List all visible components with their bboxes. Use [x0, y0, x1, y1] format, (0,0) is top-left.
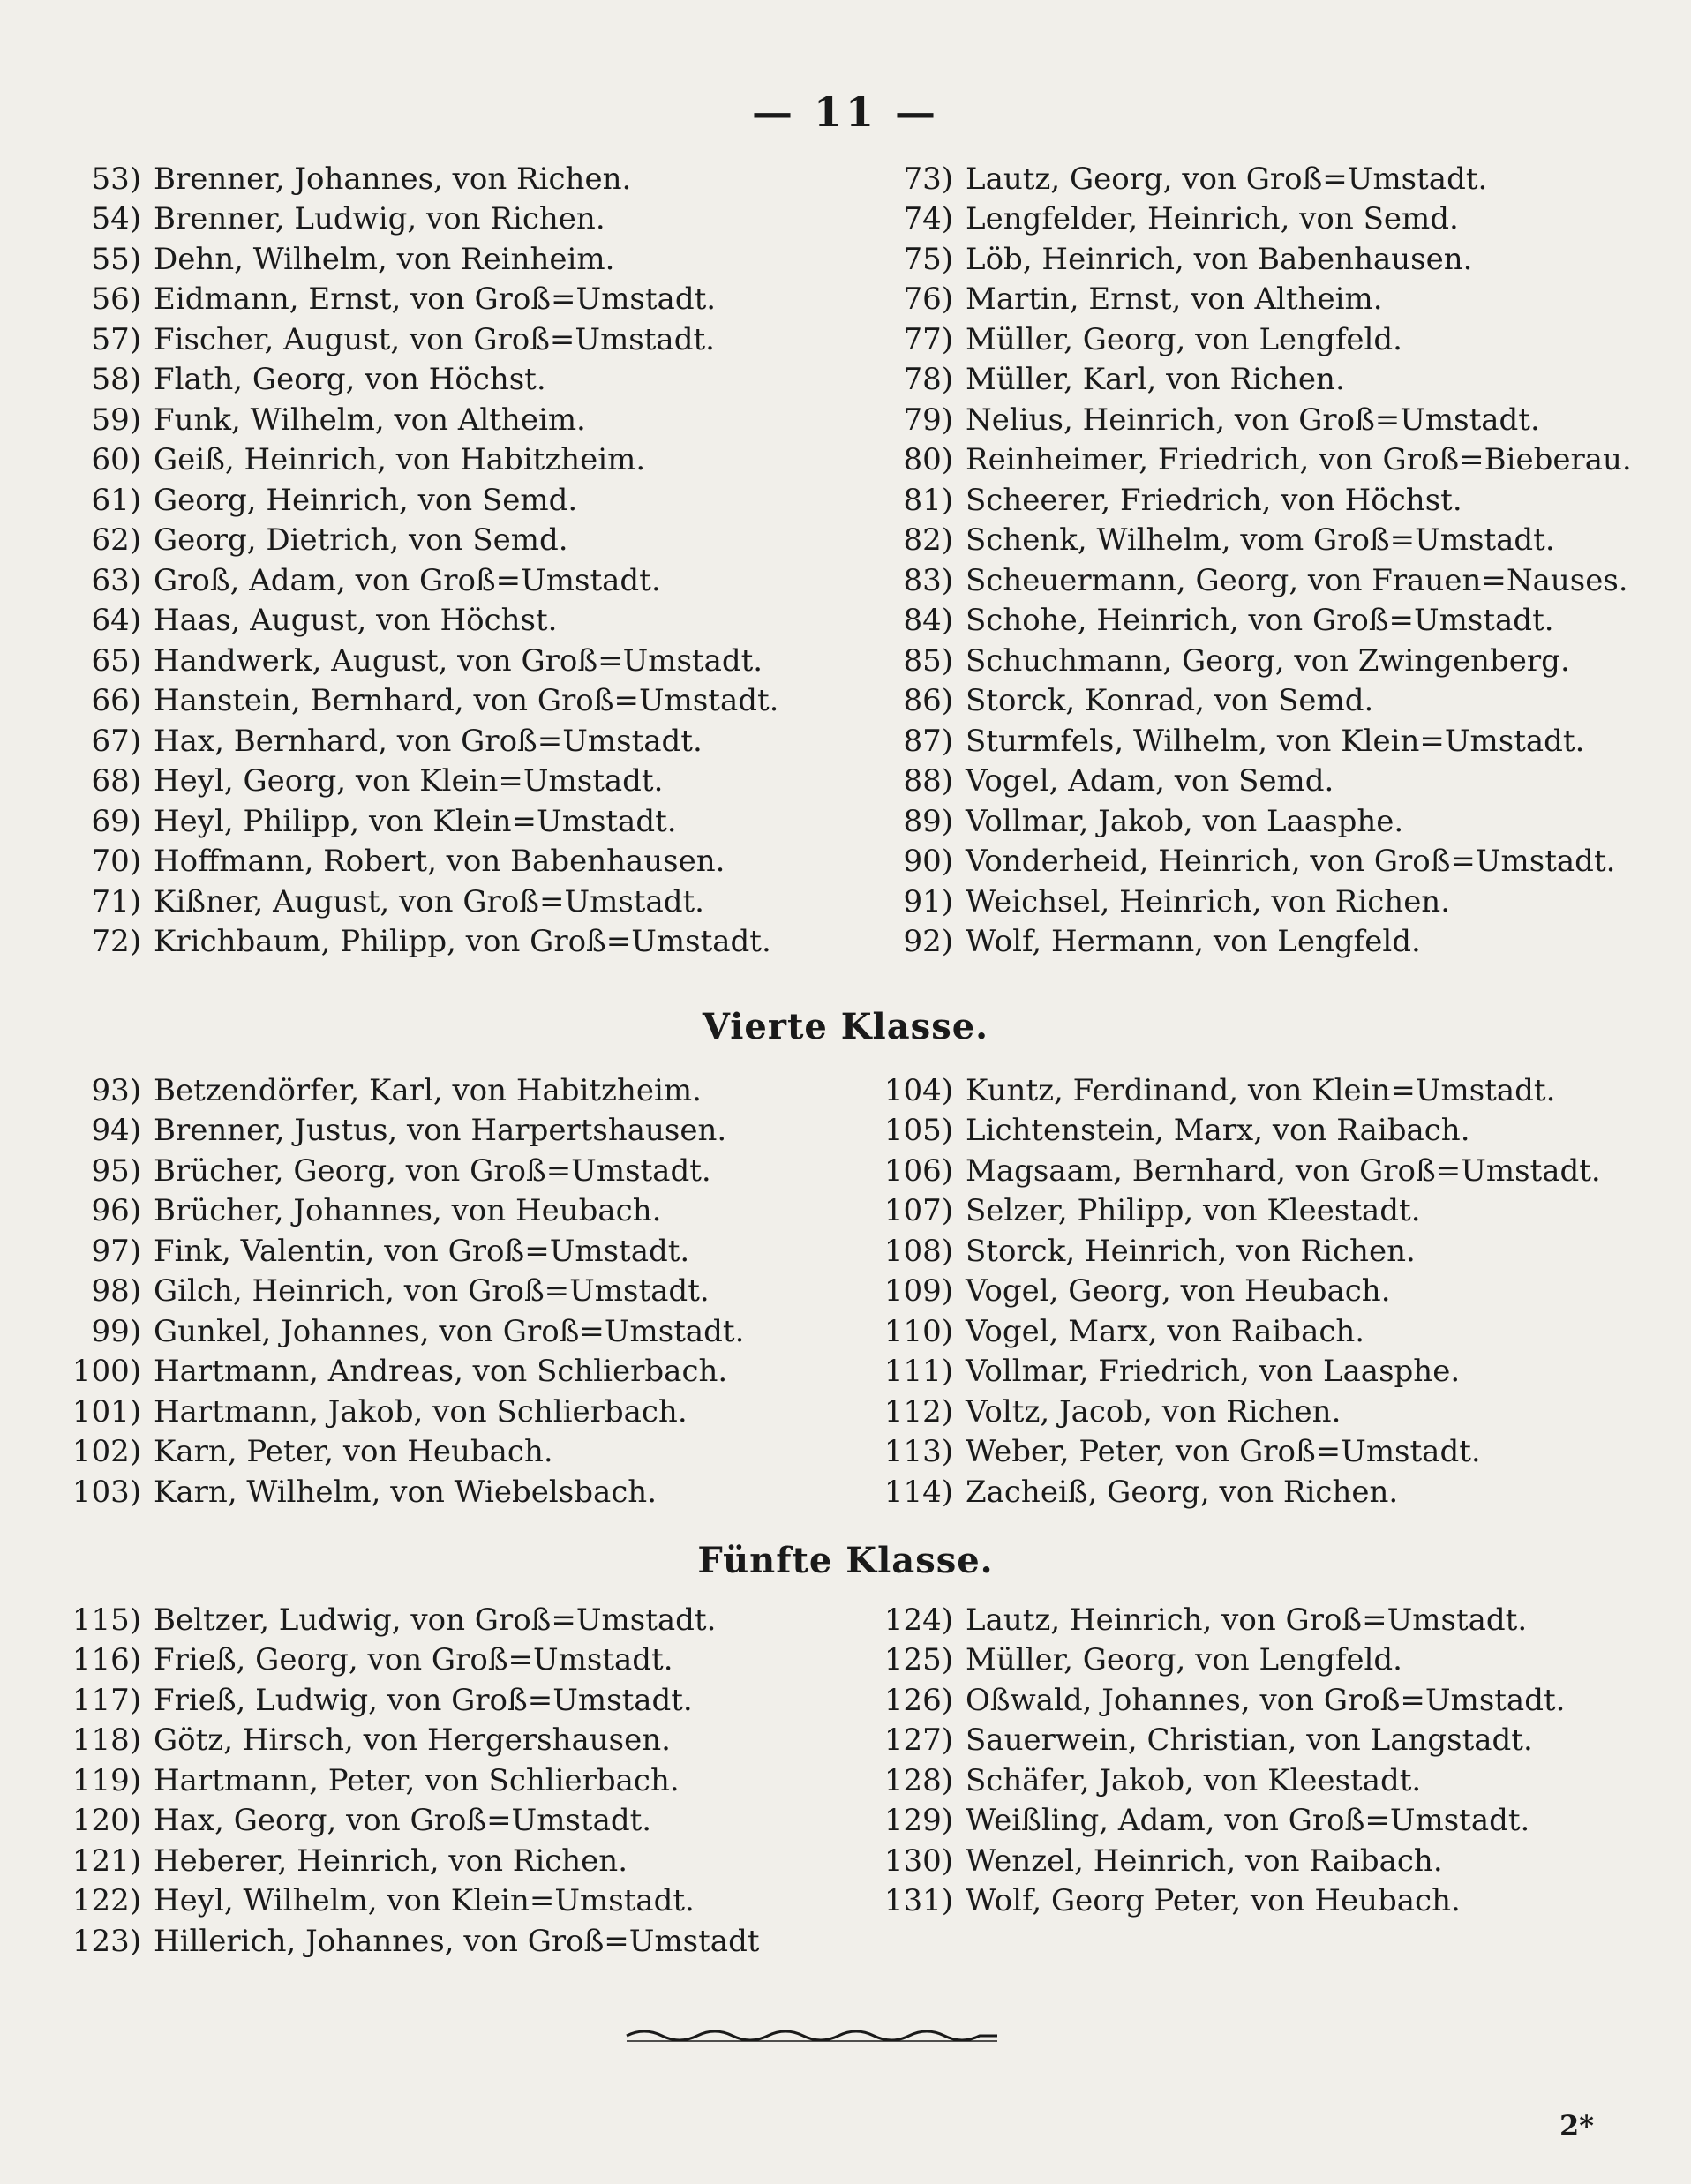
list-item [865, 1881, 1642, 1922]
entry-name: Schenk, Wilhelm, vom Groß=Umstadt. [966, 522, 1555, 559]
entry-number: 111) [883, 1354, 953, 1390]
list-item [865, 1600, 1642, 1640]
entry-name: Müller, Karl, von Richen. [966, 362, 1345, 398]
entry-name: Lautz, Georg, von Groß=Umstadt. [966, 161, 1488, 197]
entry-number: 106) [883, 1152, 953, 1189]
entry-number: 119) [71, 1762, 141, 1798]
entry-number: 123) [71, 1923, 141, 1959]
list-item [865, 159, 1642, 199]
list-item [53, 280, 830, 320]
entry-name: Sauerwein, Christian, von Langstadt. [966, 1722, 1533, 1759]
entry-name: Vollmar, Friedrich, von Laasphe. [966, 1354, 1461, 1390]
entry-number: 68) [91, 763, 141, 799]
entry-name: Georg, Heinrich, von Semd. [154, 482, 578, 518]
entry-name: Voltz, Jacob, von Richen. [966, 1393, 1342, 1430]
entry-number: 126) [883, 1682, 953, 1718]
entry-number: 104) [883, 1072, 953, 1108]
list-item [865, 922, 1642, 963]
entry-number: 73) [903, 161, 953, 197]
entry-name: Schäfer, Jakob, von Kleestadt. [966, 1762, 1422, 1798]
entry-number: 124) [883, 1602, 953, 1638]
entry-name: Vogel, Marx, von Raibach. [966, 1313, 1365, 1349]
list-item [865, 1191, 1642, 1232]
list-item [865, 1151, 1642, 1191]
entry-number: 127) [883, 1722, 953, 1759]
entry-number: 100) [71, 1354, 141, 1390]
entry-name: Gunkel, Johannes, von Groß=Umstadt. [154, 1313, 745, 1349]
entry-name: Fink, Valentin, von Groß=Umstadt. [154, 1233, 690, 1269]
list-item [865, 1111, 1642, 1152]
entry-name: Wenzel, Heinrich, von Raibach. [966, 1843, 1443, 1879]
entry-name: Selzer, Philipp, von Kleestadt. [966, 1193, 1421, 1229]
entry-number: 87) [903, 723, 953, 759]
list-item [53, 400, 830, 440]
entry-name: Reinheimer, Friedrich, von Groß=Bieberau. [966, 442, 1632, 478]
entry-name: Götz, Hirsch, von Hergershausen. [154, 1722, 671, 1759]
entry-number: 55) [91, 241, 141, 277]
entry-number: 113) [883, 1434, 953, 1470]
entry-name: Hartmann, Andreas, von Schlierbach. [154, 1354, 728, 1390]
list-item [53, 641, 830, 681]
entry-number: 85) [903, 642, 953, 679]
entry-number: 91) [903, 883, 953, 919]
list-item [865, 641, 1642, 681]
list-item [53, 1680, 830, 1721]
entry-number: 107) [883, 1193, 953, 1229]
entry-name: Kißner, August, von Groß=Umstadt. [154, 883, 704, 919]
list-item [53, 882, 830, 922]
entry-name: Lengfelder, Heinrich, von Semd. [966, 201, 1459, 237]
entry-number: 96) [91, 1193, 141, 1229]
entry-number: 54) [91, 201, 141, 237]
list-item [865, 521, 1642, 561]
left-column [53, 159, 830, 962]
list-item [53, 801, 830, 842]
list-item [865, 480, 1642, 521]
entry-number: 62) [91, 522, 141, 559]
list-item [865, 1352, 1642, 1392]
entry-number: 118) [71, 1722, 141, 1759]
list-item [865, 762, 1642, 802]
entry-name: Beltzer, Ludwig, von Groß=Umstadt. [154, 1602, 717, 1638]
entry-name: Geiß, Heinrich, von Habitzheim. [154, 442, 646, 478]
list-item [53, 1801, 830, 1842]
entry-number: 81) [903, 482, 953, 518]
list-item [53, 922, 830, 963]
entry-name: Wolf, Hermann, von Lengfeld. [966, 924, 1421, 960]
left-column [53, 1600, 830, 1962]
list-item [865, 1432, 1642, 1473]
entry-name: Schuchmann, Georg, von Zwingenberg. [966, 642, 1570, 679]
list-item [53, 480, 830, 521]
list-item [53, 1600, 830, 1640]
right-column [865, 1600, 1642, 1962]
list-item [53, 1070, 830, 1111]
entry-number: 94) [91, 1113, 141, 1149]
entry-number: 109) [883, 1273, 953, 1310]
entry-number: 67) [91, 723, 141, 759]
list-item [865, 1680, 1642, 1721]
entry-number: 57) [91, 321, 141, 357]
entry-name: Brücher, Georg, von Groß=Umstadt. [154, 1152, 711, 1189]
entry-number: 105) [883, 1113, 953, 1149]
heading-fuenfte-klasse: Fünfte Klasse. [697, 1540, 994, 1581]
section-vierte-klasse [53, 1070, 1642, 1512]
list-item [865, 1841, 1642, 1881]
entry-number: 59) [91, 402, 141, 438]
list-item [865, 721, 1642, 762]
list-item [53, 1841, 830, 1881]
list-item [53, 239, 830, 280]
entry-number: 60) [91, 442, 141, 478]
entry-name: Hartmann, Peter, von Schlierbach. [154, 1762, 680, 1798]
page-number: — 11 — [751, 88, 940, 136]
list-item [865, 1801, 1642, 1842]
entry-name: Hax, Bernhard, von Groß=Umstadt. [154, 723, 703, 759]
entry-number: 76) [903, 281, 953, 318]
list-item [53, 1392, 830, 1432]
entry-number: 78) [903, 362, 953, 398]
entry-number: 93) [91, 1072, 141, 1108]
list-item [53, 681, 830, 722]
entry-number: 86) [903, 683, 953, 719]
entry-number: 98) [91, 1273, 141, 1310]
entry-number: 95) [91, 1152, 141, 1189]
entry-number: 117) [71, 1682, 141, 1718]
list-item [53, 360, 830, 401]
entry-name: Martin, Ernst, von Altheim. [966, 281, 1383, 318]
entry-number: 82) [903, 522, 953, 559]
list-item [865, 1272, 1642, 1312]
entry-name: Vogel, Adam, von Semd. [966, 763, 1334, 799]
entry-name: Magsaam, Bernhard, von Groß=Umstadt. [966, 1152, 1601, 1189]
entry-name: Heberer, Heinrich, von Richen. [154, 1843, 628, 1879]
entry-number: 92) [903, 924, 953, 960]
entry-name: Dehn, Wilhelm, von Reinheim. [154, 241, 615, 277]
entry-number: 69) [91, 803, 141, 839]
list-item [53, 1352, 830, 1392]
entry-name: Scheuermann, Georg, von Frauen=Nauses. [966, 562, 1628, 598]
entry-name: Brenner, Johannes, von Richen. [154, 161, 632, 197]
list-item [53, 721, 830, 762]
entry-name: Wolf, Georg Peter, von Heubach. [966, 1883, 1461, 1919]
entry-name: Weißling, Adam, von Groß=Umstadt. [966, 1803, 1530, 1839]
heading-vierte-klasse: Vierte Klasse. [702, 1006, 989, 1047]
entry-number: 75) [903, 241, 953, 277]
entry-number: 101) [71, 1393, 141, 1430]
entry-name: Vollmar, Jakob, von Laasphe. [966, 803, 1404, 839]
entry-number: 114) [883, 1474, 953, 1510]
entry-number: 122) [71, 1883, 141, 1919]
entry-name: Heyl, Georg, von Klein=Umstadt. [154, 763, 664, 799]
entry-name: Flath, Georg, von Höchst. [154, 362, 546, 398]
entry-number: 131) [883, 1883, 953, 1919]
entry-name: Frieß, Ludwig, von Groß=Umstadt. [154, 1682, 693, 1718]
entry-name: Oßwald, Johannes, von Groß=Umstadt. [966, 1682, 1566, 1718]
list-item [53, 1640, 830, 1681]
entry-name: Georg, Dietrich, von Semd. [154, 522, 568, 559]
list-item [865, 801, 1642, 842]
entry-name: Kuntz, Ferdinand, von Klein=Umstadt. [966, 1072, 1556, 1108]
list-item [865, 842, 1642, 882]
entry-name: Hax, Georg, von Groß=Umstadt. [154, 1803, 652, 1839]
entry-name: Zacheiß, Georg, von Richen. [966, 1474, 1399, 1510]
entry-number: 72) [91, 924, 141, 960]
list-item [53, 1231, 830, 1272]
signature-mark: 2* [1559, 2109, 1594, 2143]
list-item [53, 1272, 830, 1312]
entry-number: 97) [91, 1233, 141, 1269]
entry-name: Hillerich, Johannes, von Groß=Umstadt [154, 1923, 760, 1959]
list-item [53, 319, 830, 360]
entry-number: 102) [71, 1434, 141, 1470]
entry-number: 110) [883, 1313, 953, 1349]
entry-number: 80) [903, 442, 953, 478]
entry-name: Vonderheid, Heinrich, von Groß=Umstadt. [966, 844, 1616, 880]
entry-name: Löb, Heinrich, von Babenhausen. [966, 241, 1473, 277]
list-item [53, 1111, 830, 1152]
right-column [865, 159, 1642, 962]
entry-number: 99) [91, 1313, 141, 1349]
list-item [53, 521, 830, 561]
list-item [53, 199, 830, 240]
list-item [865, 1070, 1642, 1111]
entry-number: 120) [71, 1803, 141, 1839]
entry-number: 89) [903, 803, 953, 839]
entry-number: 88) [903, 763, 953, 799]
entry-name: Betzendörfer, Karl, von Habitzheim. [154, 1072, 702, 1108]
entry-name: Schohe, Heinrich, von Groß=Umstadt. [966, 603, 1554, 639]
list-item [53, 1151, 830, 1191]
entry-number: 128) [883, 1762, 953, 1798]
entry-name: Weber, Peter, von Groß=Umstadt. [966, 1434, 1481, 1470]
entry-number: 129) [883, 1803, 953, 1839]
list-item [865, 1231, 1642, 1272]
entry-number: 125) [883, 1642, 953, 1678]
entry-name: Storck, Konrad, von Semd. [966, 683, 1374, 719]
list-item [865, 1392, 1642, 1432]
list-item [53, 762, 830, 802]
entry-number: 130) [883, 1843, 953, 1879]
list-item [865, 199, 1642, 240]
entry-number: 108) [883, 1233, 953, 1269]
list-item [865, 1311, 1642, 1352]
entry-number: 90) [903, 844, 953, 880]
entry-name: Müller, Georg, von Lengfeld. [966, 321, 1402, 357]
list-item [53, 1881, 830, 1922]
list-item [53, 1721, 830, 1761]
list-item [53, 560, 830, 601]
entry-number: 103) [71, 1474, 141, 1510]
entry-name: Groß, Adam, von Groß=Umstadt. [154, 562, 661, 598]
entry-name: Krichbaum, Philipp, von Groß=Umstadt. [154, 924, 771, 960]
left-column [53, 1070, 830, 1512]
list-item [865, 400, 1642, 440]
list-item [865, 1760, 1642, 1801]
entry-number: 112) [883, 1393, 953, 1430]
entry-name: Fischer, August, von Groß=Umstadt. [154, 321, 715, 357]
entry-name: Brücher, Johannes, von Heubach. [154, 1193, 662, 1229]
entry-name: Funk, Wilhelm, von Altheim. [154, 402, 586, 438]
entry-name: Brenner, Ludwig, von Richen. [154, 201, 605, 237]
list-item [53, 1921, 830, 1962]
entry-name: Weichsel, Heinrich, von Richen. [966, 883, 1451, 919]
entry-number: 58) [91, 362, 141, 398]
list-item [53, 1311, 830, 1352]
entry-name: Hartmann, Jakob, von Schlierbach. [154, 1393, 688, 1430]
entry-number: 79) [903, 402, 953, 438]
entry-number: 70) [91, 844, 141, 880]
entry-name: Brenner, Justus, von Harpertshausen. [154, 1113, 727, 1149]
entry-name: Storck, Heinrich, von Richen. [966, 1233, 1416, 1269]
section-continued-list [53, 159, 1642, 962]
entry-number: 121) [71, 1843, 141, 1879]
list-item [865, 1721, 1642, 1761]
list-item [53, 440, 830, 481]
entry-number: 65) [91, 642, 141, 679]
entry-name: Karn, Wilhelm, von Wiebelsbach. [154, 1474, 657, 1510]
list-item [865, 601, 1642, 642]
list-item [865, 440, 1642, 481]
entry-number: 71) [91, 883, 141, 919]
entry-name: Lichtenstein, Marx, von Raibach. [966, 1113, 1470, 1149]
list-item [53, 1191, 830, 1232]
list-item [865, 1472, 1642, 1512]
entry-number: 66) [91, 683, 141, 719]
list-item [865, 1640, 1642, 1681]
entry-name: Müller, Georg, von Lengfeld. [966, 1642, 1402, 1678]
entry-number: 83) [903, 562, 953, 598]
list-item [865, 280, 1642, 320]
list-item [865, 681, 1642, 722]
entry-number: 63) [91, 562, 141, 598]
list-item [53, 842, 830, 882]
entry-number: 77) [903, 321, 953, 357]
list-item [53, 159, 830, 199]
entry-name: Sturmfels, Wilhelm, von Klein=Umstadt. [966, 723, 1585, 759]
right-column [865, 1070, 1642, 1512]
entry-number: 56) [91, 281, 141, 318]
entry-name: Lautz, Heinrich, von Groß=Umstadt. [966, 1602, 1528, 1638]
entry-name: Karn, Peter, von Heubach. [154, 1434, 553, 1470]
entry-number: 116) [71, 1642, 141, 1678]
entry-name: Nelius, Heinrich, von Groß=Umstadt. [966, 402, 1540, 438]
section-fuenfte-klasse [53, 1600, 1642, 1962]
list-item [53, 1432, 830, 1473]
list-item [865, 319, 1642, 360]
entry-name: Heyl, Philipp, von Klein=Umstadt. [154, 803, 677, 839]
entry-number: 74) [903, 201, 953, 237]
entry-number: 53) [91, 161, 141, 197]
entry-name: Eidmann, Ernst, von Groß=Umstadt. [154, 281, 717, 318]
entry-name: Scheerer, Friedrich, von Höchst. [966, 482, 1462, 518]
list-item [865, 360, 1642, 401]
list-item [865, 560, 1642, 601]
entry-number: 61) [91, 482, 141, 518]
entry-name: Handwerk, August, von Groß=Umstadt. [154, 642, 763, 679]
list-item [53, 601, 830, 642]
entry-number: 115) [71, 1602, 141, 1638]
entry-name: Gilch, Heinrich, von Groß=Umstadt. [154, 1273, 710, 1310]
entry-name: Frieß, Georg, von Groß=Umstadt. [154, 1642, 673, 1678]
entry-number: 64) [91, 603, 141, 639]
entry-number: 84) [903, 603, 953, 639]
list-item [53, 1472, 830, 1512]
entry-name: Hanstein, Bernhard, von Groß=Umstadt. [154, 683, 779, 719]
entry-name: Heyl, Wilhelm, von Klein=Umstadt. [154, 1883, 695, 1919]
entry-name: Vogel, Georg, von Heubach. [966, 1273, 1391, 1310]
list-item [865, 239, 1642, 280]
list-item [53, 1760, 830, 1801]
entry-name: Hoffmann, Robert, von Babenhausen. [154, 844, 725, 880]
list-item [865, 882, 1642, 922]
decorative-rule [618, 2025, 1006, 2046]
entry-name: Haas, August, von Höchst. [154, 603, 558, 639]
